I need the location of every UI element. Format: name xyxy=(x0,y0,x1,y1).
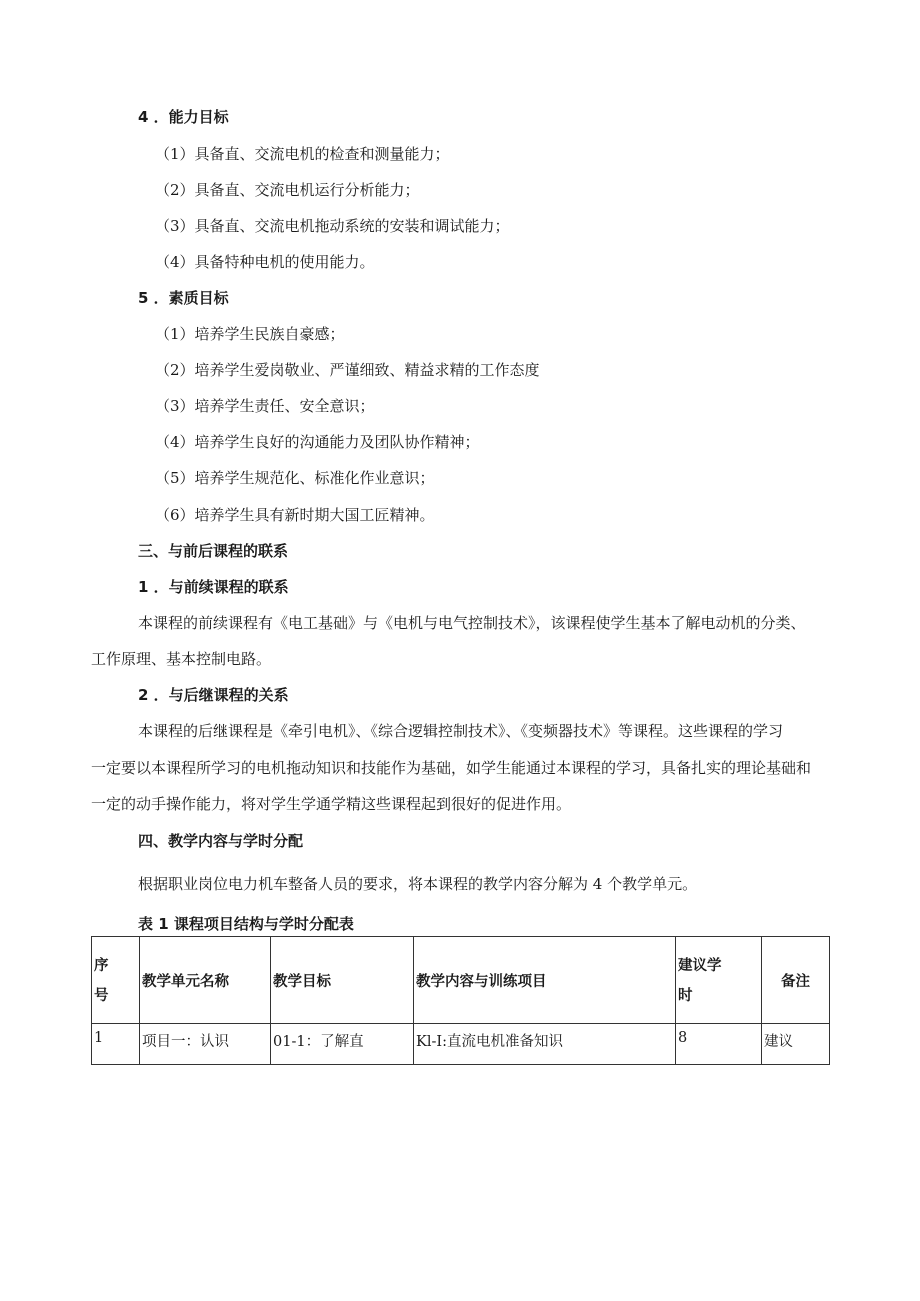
list-item: （2）培养学生爱岗敬业、严谨细致、精益求精的工作态度 xyxy=(155,361,540,379)
section-4-heading: 4 ．能力目标 xyxy=(138,108,229,126)
part-3-sub1-heading: 1 ．与前续课程的联系 xyxy=(138,578,289,596)
part-4-intro: 根据职业岗位电力机车整备人员的要求，将本课程的教学内容分解为 4 个教学单元。 xyxy=(138,875,698,893)
table-cell: 建议 xyxy=(762,1024,830,1065)
part-3-sub2-heading: 2 ．与后继课程的关系 xyxy=(138,686,289,704)
header-content: 教学内容与训练项目 xyxy=(414,937,676,1024)
table-cell: 8 xyxy=(676,1024,762,1065)
list-item: （4）具备特种电机的使用能力。 xyxy=(155,253,375,271)
paragraph-line: 一定要以本课程所学习的电机拖动知识和技能作为基础，如学生能通过本课程的学习，具备扎实的理论基础和 xyxy=(91,759,812,777)
paragraph-line: 本课程的后继课程是《牵引电机》、《综合逻辑控制技术》、《变频器技术》等课程。这些课程的学习 xyxy=(138,722,784,740)
header-hours-line: 建议学 xyxy=(678,958,722,974)
table-cell: 01-1：了解直 xyxy=(271,1024,414,1065)
table-cell: 项目一：认识 xyxy=(140,1024,271,1065)
part-3-heading: 三、与前后课程的联系 xyxy=(138,542,289,560)
header-seq xyxy=(92,937,140,1024)
table-caption: 表 1 课程项目结构与学时分配表 xyxy=(138,915,354,933)
header-goal: 教学目标 xyxy=(271,937,414,1024)
part-4-heading: 四、教学内容与学时分配 xyxy=(138,832,304,850)
list-item: （4）培养学生良好的沟通能力及团队协作精神； xyxy=(155,433,480,451)
paragraph-line: 一定的动手操作能力，将对学生学通学精这些课程起到很好的促进作用。 xyxy=(91,795,572,813)
header-seq-line: 序 xyxy=(94,958,109,974)
paragraph-line: 本课程的前续课程有《电工基础》与《电机与电气控制技术》，该课程使学生基本了解电动机的分类、 xyxy=(138,614,806,632)
paragraph-line: 工作原理、基本控制电路。 xyxy=(91,650,272,668)
list-item: （2）具备直、交流电机运行分析能力； xyxy=(155,181,420,199)
table-header-row xyxy=(92,937,830,1024)
header-remark: 备注 xyxy=(762,937,830,1024)
table-cell: Kl-I:直流电机准备知识 xyxy=(414,1024,676,1065)
table-row xyxy=(92,1024,830,1065)
list-item: （1）具备直、交流电机的检查和测量能力； xyxy=(155,145,450,163)
list-item: （3）培养学生责任、安全意识； xyxy=(155,397,375,415)
table-cell: 1 xyxy=(92,1024,140,1065)
header-hours xyxy=(676,937,762,1024)
list-item: （6）培养学生具有新时期大国工匠精神。 xyxy=(155,506,435,524)
list-item: （5）培养学生规范化、标准化作业意识； xyxy=(155,469,435,487)
header-hours-line: 时 xyxy=(678,988,693,1004)
header-seq-line: 号 xyxy=(94,988,109,1004)
section-5-heading: 5 ．素质目标 xyxy=(138,289,229,307)
list-item: （3）具备直、交流电机拖动系统的安装和调试能力； xyxy=(155,217,510,235)
course-structure-table xyxy=(91,936,830,1065)
header-unit-name: 教学单元名称 xyxy=(140,937,271,1024)
list-item: （1）培养学生民族自豪感； xyxy=(155,325,345,343)
